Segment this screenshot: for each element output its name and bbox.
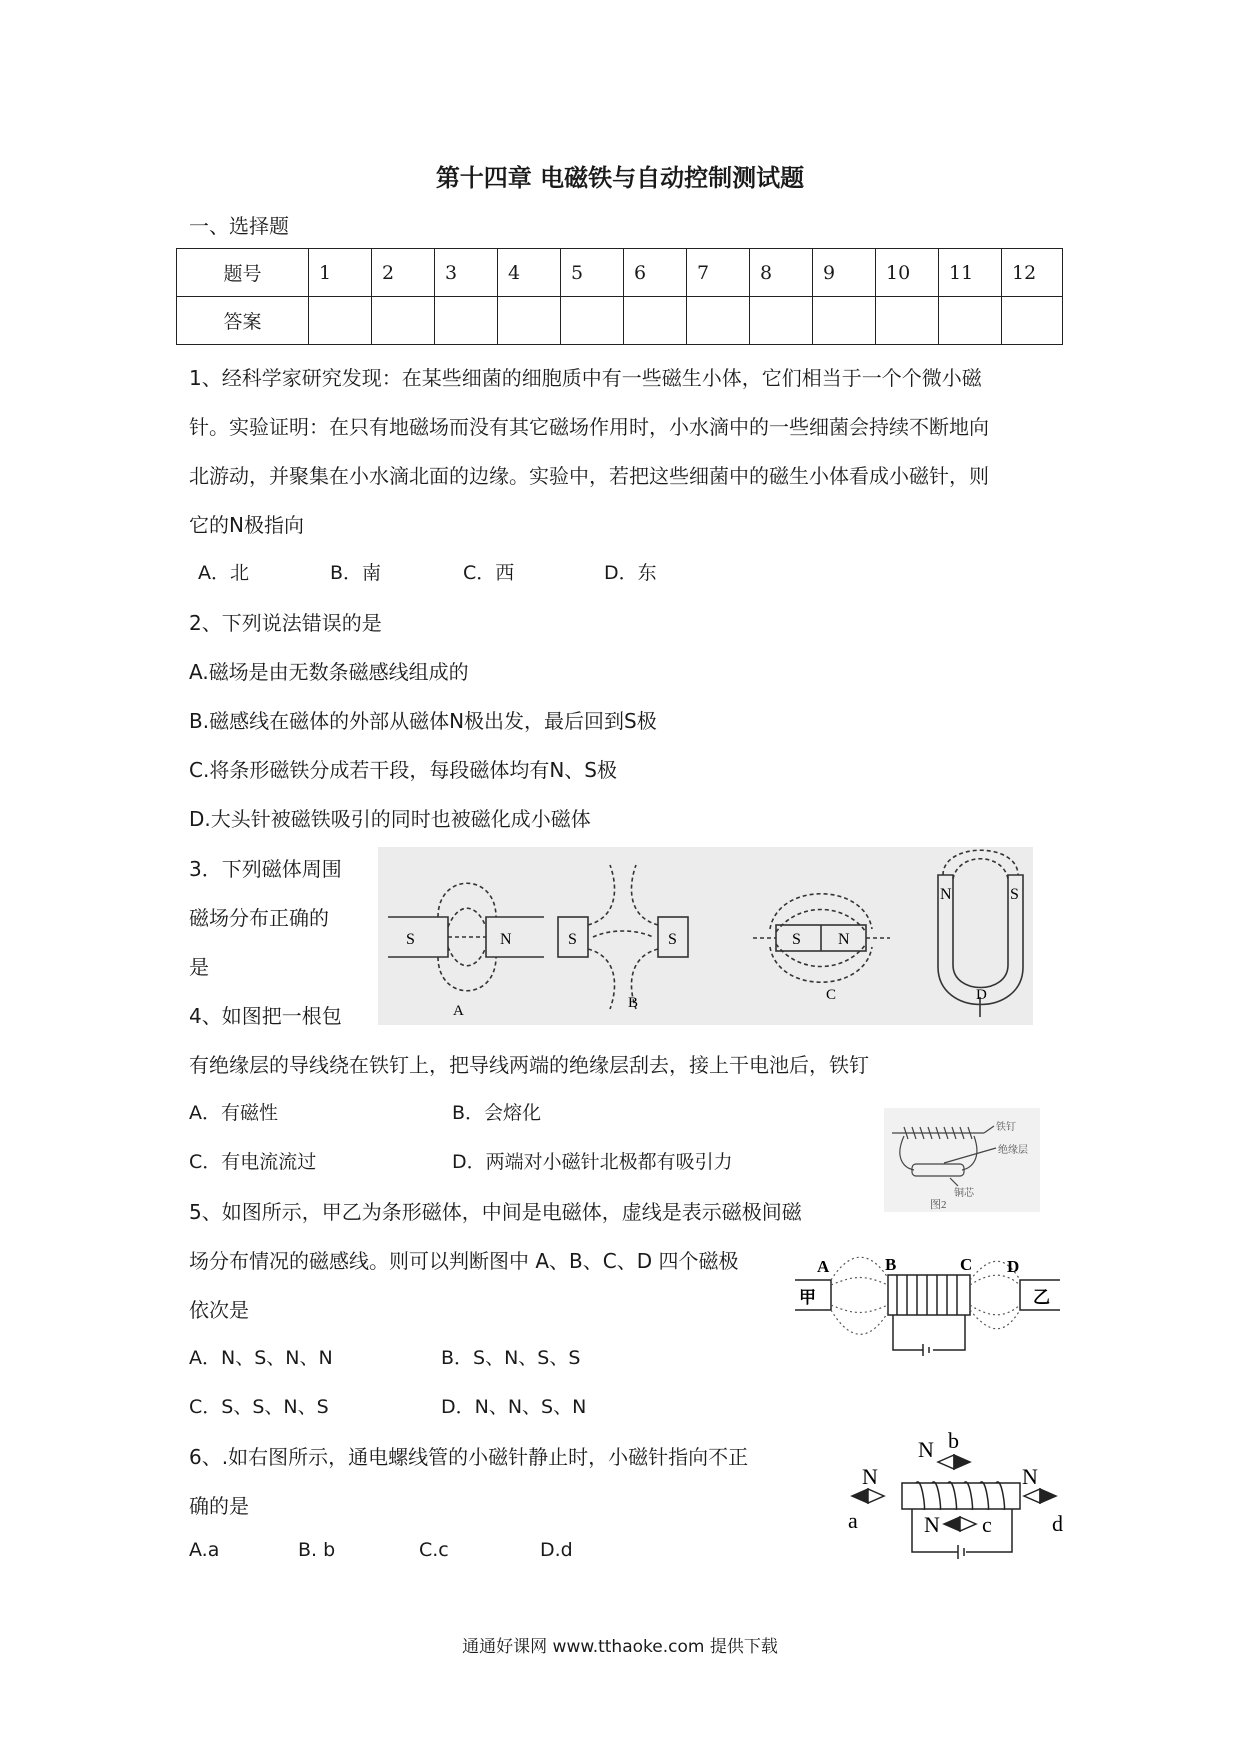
figure-caption: 图2 xyxy=(930,1199,947,1211)
q6-option-a: A.a xyxy=(189,1539,220,1561)
q6-option-c: C.c xyxy=(419,1539,449,1561)
q2-option-c: C.将条形磁铁分成若干段，每段磁体均有N、S极 xyxy=(189,758,617,782)
q5-option-d: D．N、N、S、N xyxy=(441,1396,587,1418)
page-title: 第十四章 电磁铁与自动控制测试题 xyxy=(435,164,805,192)
answer-cell[interactable] xyxy=(813,297,876,345)
q4-option-d: D．两端对小磁针北极都有吸引力 xyxy=(452,1151,733,1173)
q4-line-1: 4、如图把一根包 xyxy=(189,1004,342,1028)
nail-label: 铁钉 xyxy=(996,1122,1016,1133)
figure-label-d: D xyxy=(976,987,987,1003)
q1-line-2: 针。实验证明：在只有地磁场而没有其它磁场作用时，小水滴中的一些细菌会持续不断地向 xyxy=(189,415,989,439)
q3-line-3: 是 xyxy=(189,955,209,979)
solenoid-compass-figure xyxy=(840,1432,1080,1567)
number-cell: 9 xyxy=(813,249,876,297)
section-heading: 一、选择题 xyxy=(189,214,289,238)
answer-row xyxy=(177,297,1063,345)
compass-a-n-label: N xyxy=(862,1464,878,1489)
pole-label-s: S xyxy=(568,931,577,948)
q5-line-2: 场分布情况的磁感线。则可以判断图中 A、B、C、D 四个磁极 xyxy=(189,1249,739,1273)
number-cell: 3 xyxy=(435,249,498,297)
pole-label-n: N xyxy=(500,931,512,948)
answer-cell[interactable] xyxy=(309,297,372,345)
q4-option-a: A．有磁性 xyxy=(189,1102,278,1124)
compass-a-label: a xyxy=(848,1508,858,1533)
pole-label-s: S xyxy=(1010,886,1019,903)
q2-option-d: D.大头针被磁铁吸引的同时也被磁化成小磁体 xyxy=(189,807,591,831)
answer-header: 答案 xyxy=(177,297,309,345)
answer-cell[interactable] xyxy=(750,297,813,345)
figure-label-c: C xyxy=(826,987,837,1003)
q4-option-c: C．有电流流过 xyxy=(189,1151,317,1173)
number-cell: 1 xyxy=(309,249,372,297)
magnet-yi-label: 乙 xyxy=(1033,1288,1050,1307)
pole-label-s: S xyxy=(668,931,677,948)
magnet-jia-label: 甲 xyxy=(799,1288,816,1307)
answer-cell[interactable] xyxy=(435,297,498,345)
answer-cell[interactable] xyxy=(372,297,435,345)
q1-option-b: B．南 xyxy=(330,562,382,584)
q5-option-a: A．N、S、N、N xyxy=(189,1347,333,1369)
compass-c-n-label: N xyxy=(924,1512,940,1537)
nail-coil-figure xyxy=(884,1108,1040,1212)
q1-option-c: C．西 xyxy=(463,562,515,584)
q5-line-1: 5、如图所示，甲乙为条形磁体，中间是电磁体，虚线是表示磁极间磁 xyxy=(189,1200,802,1224)
answer-cell[interactable] xyxy=(687,297,750,345)
pole-label-s: S xyxy=(792,931,801,948)
pole-label-n: N xyxy=(940,886,952,903)
q6-line-2: 确的是 xyxy=(189,1494,249,1518)
q1-option-d: D．东 xyxy=(604,562,657,584)
q2-option-a: A.磁场是由无数条磁感线组成的 xyxy=(189,660,469,684)
compass-c-label: c xyxy=(982,1512,992,1537)
q4-option-b: B．会熔化 xyxy=(452,1102,542,1124)
q3-line-1: 3．下列磁体周围 xyxy=(189,857,342,881)
number-cell: 11 xyxy=(939,249,1002,297)
magnetic-field-figure xyxy=(378,847,1033,1025)
q6-option-b: B. b xyxy=(298,1539,336,1561)
q2-option-b: B.磁感线在磁体的外部从磁体N极出发，最后回到S极 xyxy=(189,709,657,733)
answer-cell[interactable] xyxy=(561,297,624,345)
answer-cell[interactable] xyxy=(498,297,561,345)
compass-d-n-label: N xyxy=(1022,1464,1038,1489)
q1-line-4: 它的N极指向 xyxy=(189,513,304,537)
number-cell: 10 xyxy=(876,249,939,297)
pole-label-c: C xyxy=(960,1255,973,1274)
q6-line-1: 6、.如右图所示，通电螺线管的小磁针静止时，小磁针指向不正 xyxy=(189,1445,749,1469)
number-cell: 6 xyxy=(624,249,687,297)
figure-label-b: B xyxy=(628,995,639,1011)
q1-line-3: 北游动，并聚集在小水滴北面的边缘。实验中，若把这些细菌中的磁生小体看成小磁针，则 xyxy=(189,464,989,488)
answer-cell[interactable] xyxy=(624,297,687,345)
compass-b-label: b xyxy=(948,1432,959,1453)
number-header: 题号 xyxy=(177,249,309,297)
insulation-label: 绝缘层 xyxy=(998,1145,1028,1156)
pole-label-s: S xyxy=(406,931,415,948)
copper-label: 铜芯 xyxy=(954,1188,974,1199)
answer-cell[interactable] xyxy=(939,297,1002,345)
q2-stem: 2、下列说法错误的是 xyxy=(189,611,382,635)
answer-cell[interactable] xyxy=(1002,297,1063,345)
q5-line-3: 依次是 xyxy=(189,1298,249,1322)
q4-line-2: 有绝缘层的导线绕在铁钉上，把导线两端的绝缘层刮去，接上干电池后，铁钉 xyxy=(189,1053,869,1077)
answer-table xyxy=(176,248,1063,345)
number-cell: 5 xyxy=(561,249,624,297)
q5-option-b: B．S、N、S、S xyxy=(441,1347,581,1369)
q6-option-d: D.d xyxy=(540,1539,573,1561)
number-cell: 8 xyxy=(750,249,813,297)
electromagnet-figure xyxy=(795,1250,1060,1360)
q1-line-1: 1、经科学家研究发现：在某些细菌的细胞质中有一些磁生小体，它们相当于一个个微小磁 xyxy=(189,366,982,390)
q3-line-2: 磁场分布正确的 xyxy=(189,906,329,930)
number-cell: 2 xyxy=(372,249,435,297)
number-cell: 12 xyxy=(1002,249,1063,297)
q5-option-c: C．S、S、N、S xyxy=(189,1396,329,1418)
number-row xyxy=(177,249,1063,297)
pole-label-b: B xyxy=(885,1255,897,1274)
number-cell: 7 xyxy=(687,249,750,297)
q1-option-a: A．北 xyxy=(198,562,249,584)
compass-b-n-label: N xyxy=(918,1437,934,1462)
pole-label-a: A xyxy=(817,1257,830,1276)
answer-cell[interactable] xyxy=(876,297,939,345)
number-cell: 4 xyxy=(498,249,561,297)
footer-source: 通通好课网 www.tthaoke.com 提供下载 xyxy=(462,1637,778,1657)
pole-label-n: N xyxy=(838,931,850,948)
figure-label-a: A xyxy=(453,1003,464,1019)
pole-label-d: D xyxy=(1007,1257,1020,1276)
compass-d-label: d xyxy=(1052,1511,1063,1536)
